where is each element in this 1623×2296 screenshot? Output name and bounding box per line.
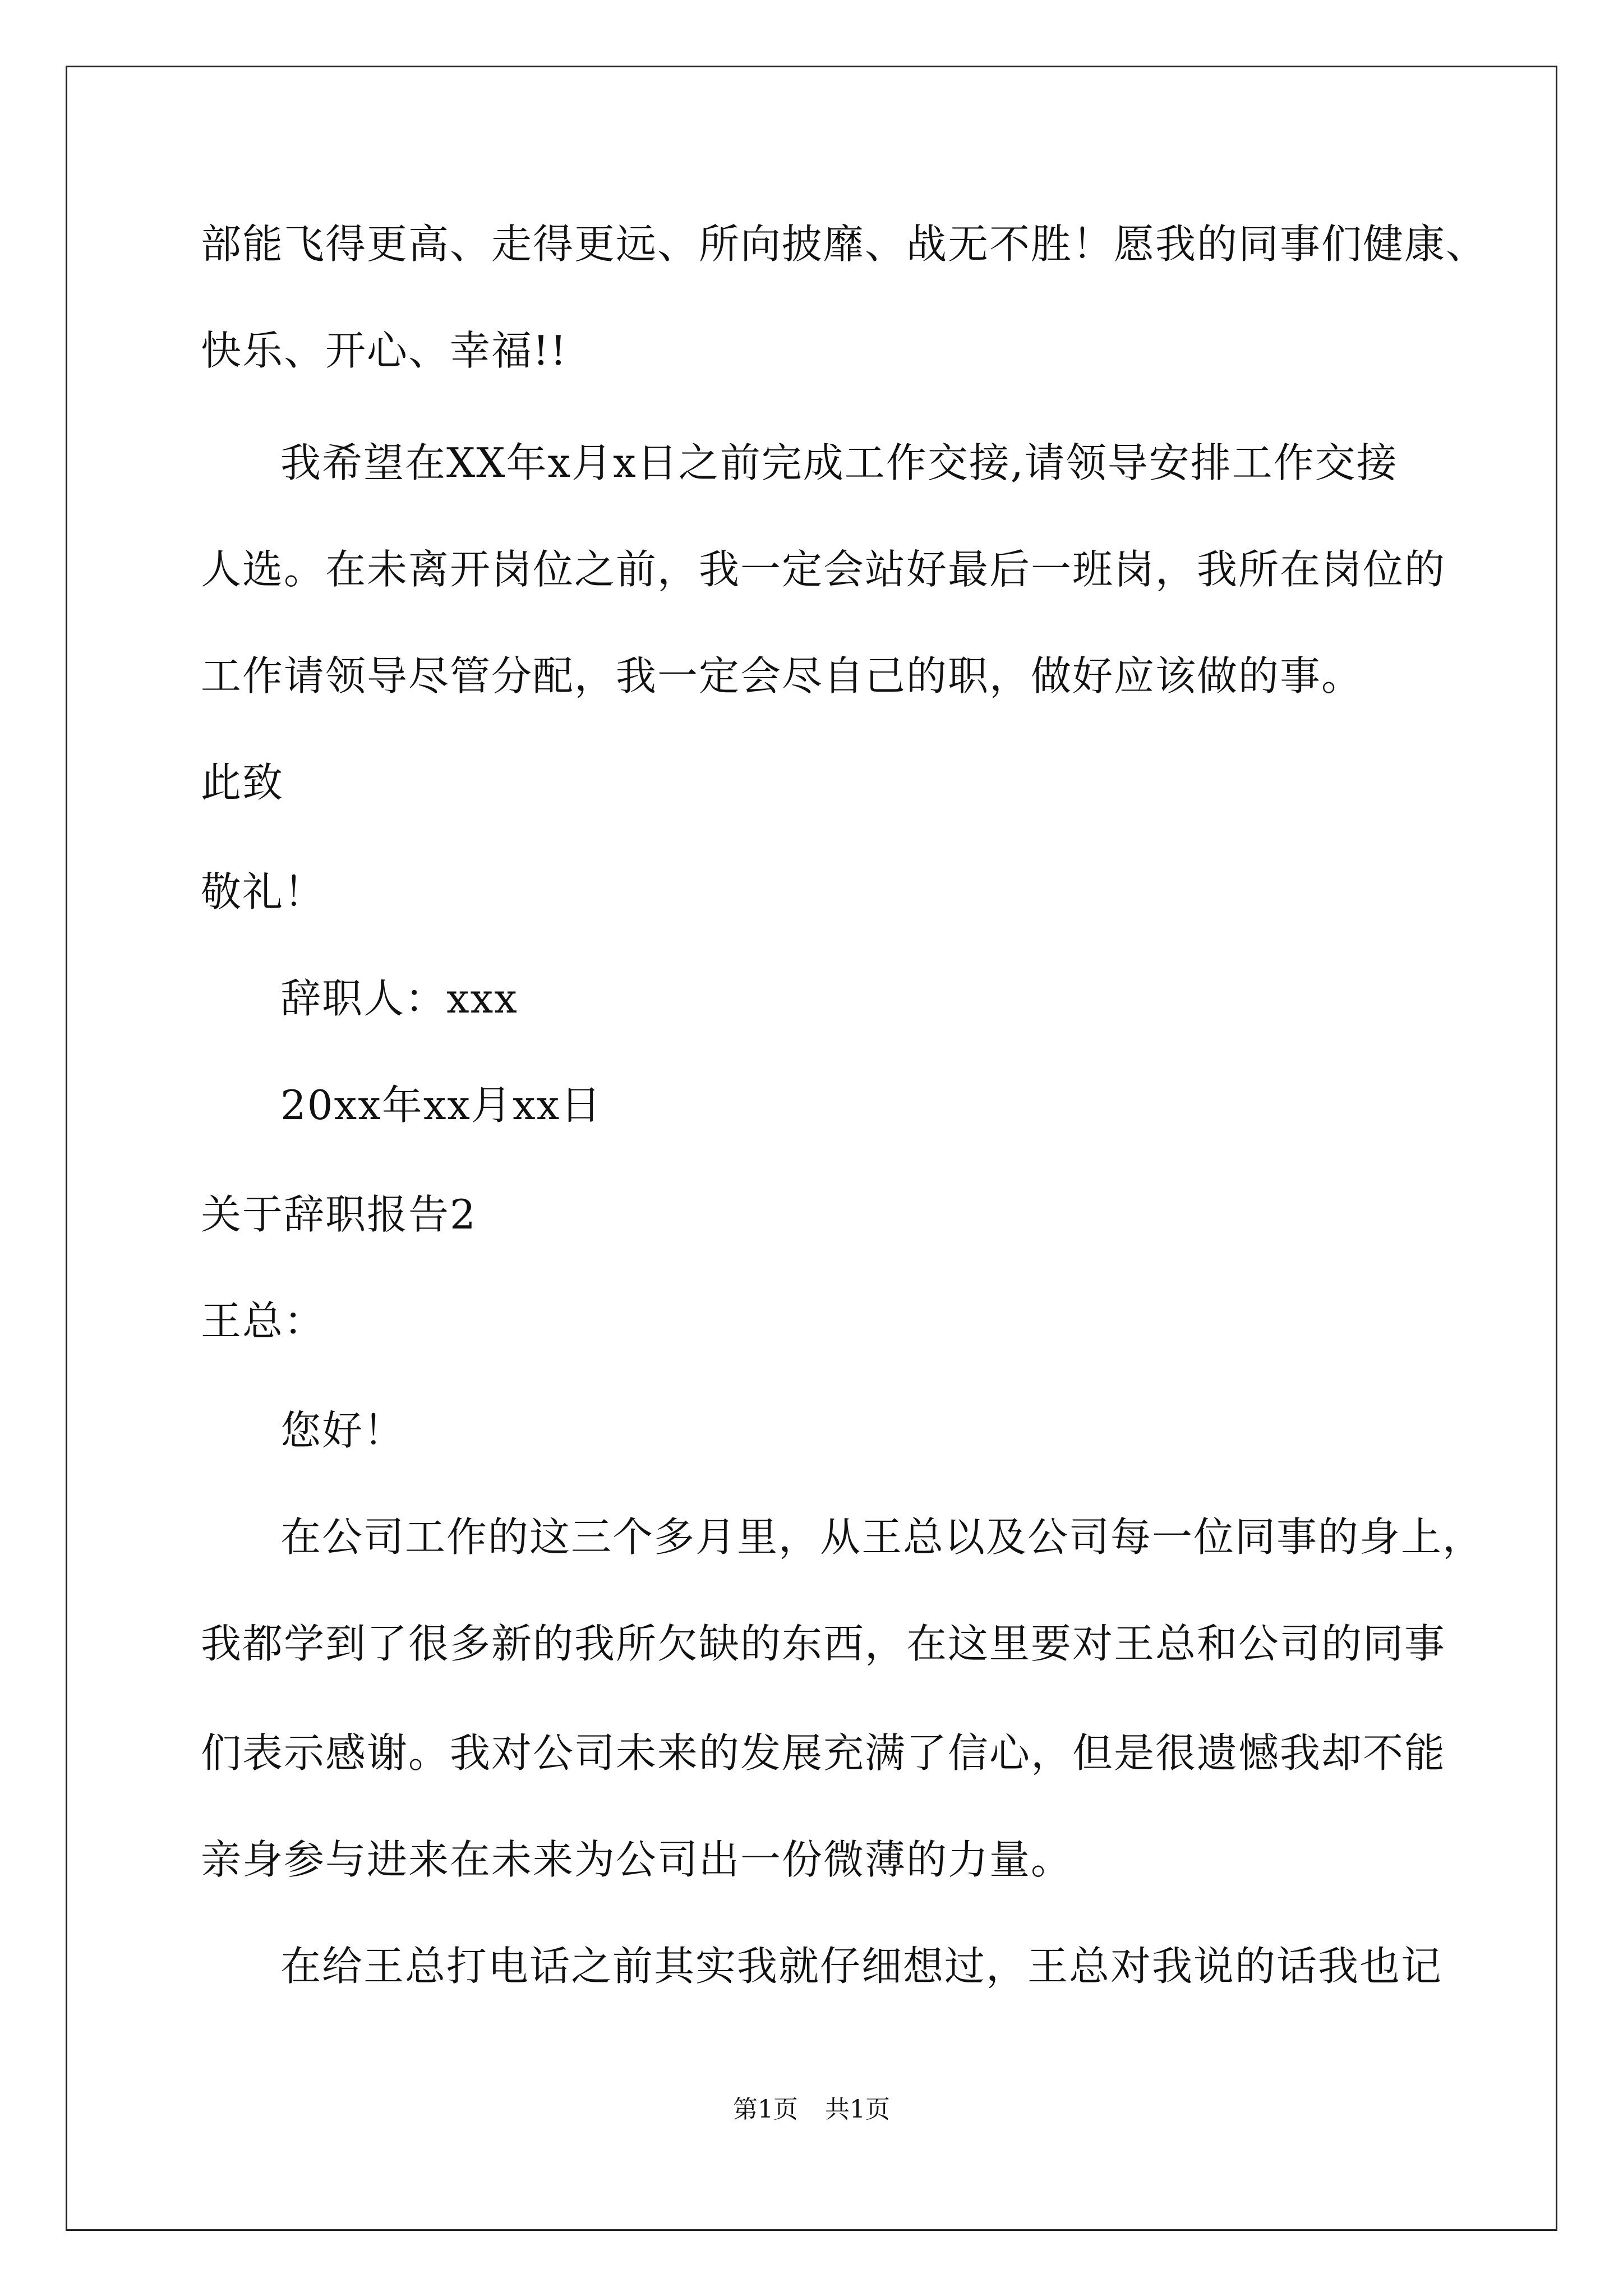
- text-line: 我希望在XX年x月x日之前完成工作交接,请领导安排工作交接: [280, 439, 1398, 486]
- salutation-line: 敬礼！: [201, 868, 326, 915]
- text-line: 亲身参与进来在未来为公司出一份微薄的力量。: [201, 1836, 1073, 1883]
- greeting-line: 您好！: [280, 1407, 405, 1454]
- text-line: 我都学到了很多新的我所欠缺的东西，在这里要对王总和公司的同事: [201, 1620, 1446, 1667]
- signature-name: 辞职人：xxx: [280, 975, 518, 1022]
- text-line: 在公司工作的这三个多月里，从王总以及公司每一位同事的身上，: [280, 1513, 1484, 1561]
- section-title: 关于辞职报告2: [201, 1191, 477, 1238]
- text-line: 们表示感谢。我对公司未来的发展充满了信心，但是很遗憾我却不能: [201, 1729, 1446, 1777]
- text-line: 工作请领导尽管分配，我一定会尽自己的职，做好应该做的事。: [201, 652, 1363, 700]
- page-total: 共1页: [825, 2095, 890, 2124]
- page-footer: [0, 2094, 1623, 2125]
- addressee-line: 王总：: [201, 1297, 326, 1345]
- text-line: 人选。在未离开岗位之前，我一定会站好最后一班岗，我所在岗位的: [201, 546, 1446, 593]
- signature-date: 20xx年xx月xx日: [280, 1082, 602, 1129]
- closing-line: 此致: [201, 759, 284, 806]
- page-number: 第1页: [733, 2095, 798, 2124]
- text-line: 在给王总打电话之前其实我就仔细想过，王总对我说的话我也记: [280, 1943, 1443, 1990]
- text-line: 部能飞得更高、走得更远、所向披靡、战无不胜！愿我的同事们健康、: [201, 220, 1488, 268]
- text-line: 快乐、开心、幸福!!: [201, 327, 568, 374]
